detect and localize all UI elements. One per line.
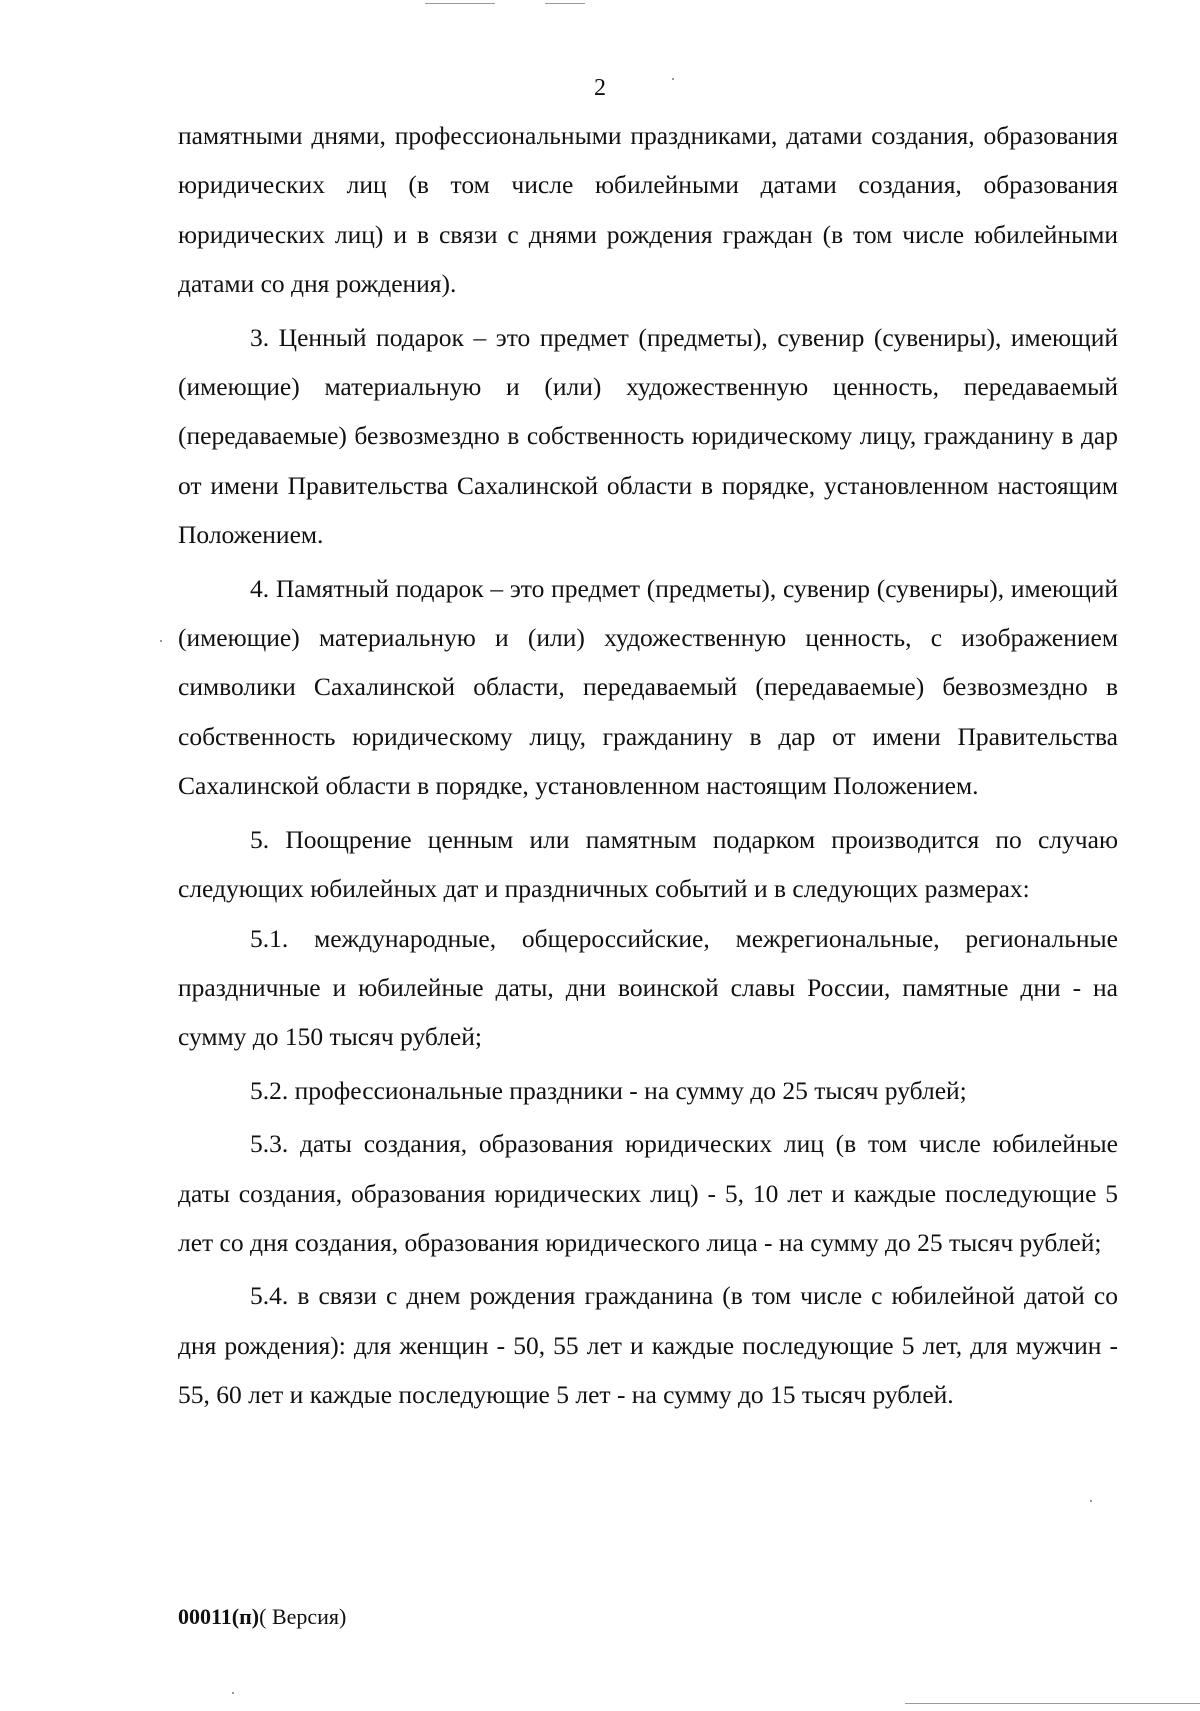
page-number: 2 — [594, 75, 606, 101]
scan-speck — [160, 640, 162, 642]
paragraph-continuation: памятными днями, профессиональными праздниками, датами создания, образования юридических лиц (в том числе юбилейными датами создания, образования юридических лиц) и в связи с днями рождения граждан (в том числе юбилейными датами со дня рождения). — [178, 121, 1118, 299]
paragraph-item-5-4: 5.4. в связи с днем рождения гражданина (в том числе с юбилейной датой со дня рождения): для женщин - 50, 55 лет и каждые последующие 5 лет, для мужчин - 55, 60 лет и каждые последующие 5 лет - на сумму до 15 тысяч рублей. — [178, 1281, 1118, 1410]
paragraph-item-5-3: 5.3. даты создания, образования юридических лиц (в том числе юбилейные даты создания, образования юридических лиц) - 5, 10 лет и каждые последующие 5 лет со дня создания, образования юридического лица - на сумму до 25 тысяч рублей; — [178, 1129, 1118, 1257]
scan-speck — [232, 1692, 234, 1694]
paragraph-item-5: 5. Поощрение ценным или памятным подарком производится по случаю следующих юбилейных дат и праздничных событий и в следующих размерах: — [178, 824, 1118, 904]
paragraph-item-3: 3. Ценный подарок – это предмет (предметы), сувенир (сувениры), имеющий (имеющие) материальную и (или) художественную ценность, передаваемый (передаваемые) безвозмездно в собственность юридическому лицу, гражданину в дар от имени Правительства Сахалинской области в порядке, установленном настоящим Положением. — [178, 322, 1118, 550]
paragraph-item-5-1: 5.1. международные, общероссийские, межрегиональные, региональные праздничные и юбилейные даты, дни воинской славы России, памятные дни - на сумму до 150 тысяч рублей; — [178, 923, 1118, 1052]
scan-artifact-line — [425, 3, 495, 4]
paragraph-item-4: 4. Памятный подарок – это предмет (предметы), сувенир (сувениры), имеющий (имеющие) материальную и (или) художественную ценность, с изображением символики Сахалинской области, передаваемый (передаваемые) безвозмездно в собственность юридическому лицу, гражданину в дар от имени Правительства Сахалинской области в порядке, установленном настоящим Положением. — [178, 573, 1118, 801]
scan-speck — [1090, 1500, 1092, 1502]
document-version: ( Версия) — [259, 1604, 347, 1629]
scan-artifact-line — [545, 3, 585, 4]
scan-artifact-line — [905, 1703, 1200, 1704]
document-code: 00011(п) — [178, 1604, 260, 1629]
document-footer — [178, 1602, 346, 1632]
paragraph-item-5-2: 5.2. профессиональные праздники - на сумму до 25 тысяч рублей; — [250, 1075, 967, 1105]
document-body — [178, 111, 1118, 1420]
